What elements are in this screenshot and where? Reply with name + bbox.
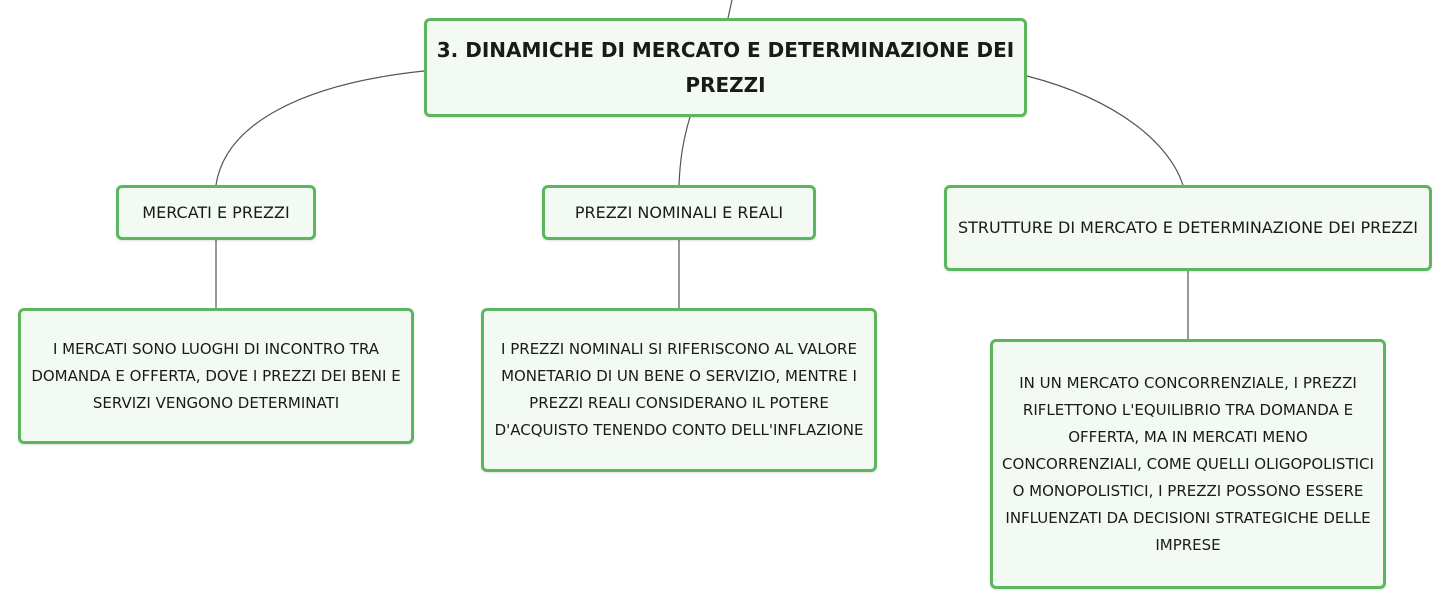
detail-text: I PREZZI NOMINALI SI RIFERISCONO AL VALORE MONETARIO DI UN BENE O SERVIZIO, MENTRE I PREZZI REALI CONSIDERANO IL POTERE D'ACQUISTO TENENDO CONTO DELL'INFLAZIONE bbox=[494, 340, 864, 439]
topic-node-mercati-e-prezzi[interactable] bbox=[116, 185, 316, 240]
topic-label: PREZZI NOMINALI E REALI bbox=[574, 202, 784, 222]
topic-node-prezzi-nominali-e-reali[interactable] bbox=[542, 185, 816, 240]
topic-label: STRUTTURE DI MERCATO E DETERMINAZIONE DEI PREZZI bbox=[958, 218, 1418, 237]
detail-text: I MERCATI SONO LUOGHI DI INCONTRO TRA DOMANDA E OFFERTA, DOVE I PREZZI DEI BENI E SERVIZI VENGONO DETERMINATI bbox=[31, 339, 401, 412]
connector-root-to-strutture bbox=[1027, 76, 1183, 185]
detail-text: IN UN MERCATO CONCORRENZIALE, I PREZZI RIFLETTONO L'EQUILIBRIO TRA DOMANDA E OFFERTA, MA IN MERCATI MENO CONCORRENZIALI, COME QUELLI OLIGOPOLISTICI O MONOPOLISTICI, I PREZZI POSSONO ESSERE INFLUENZATI DA DECISIONI STRATEGICHE DELLE IMPRESE bbox=[1002, 373, 1374, 554]
root-topic-title: 3. DINAMICHE DI MERCATO E DETERMINAZIONE DEI PREZZI bbox=[436, 37, 1015, 97]
detail-node-prezzi-nominali-e-reali[interactable] bbox=[481, 308, 877, 472]
detail-node-mercati-e-prezzi[interactable] bbox=[18, 308, 414, 444]
connector-parent-to-root bbox=[728, 0, 732, 18]
topic-node-strutture-di-mercato[interactable] bbox=[944, 185, 1432, 271]
connector-root-to-mercati bbox=[216, 71, 424, 185]
topic-label: MERCATI E PREZZI bbox=[142, 202, 290, 222]
detail-node-strutture-di-mercato[interactable] bbox=[990, 339, 1386, 589]
root-topic-node[interactable] bbox=[424, 18, 1027, 117]
connector-root-to-nominali bbox=[679, 117, 690, 185]
